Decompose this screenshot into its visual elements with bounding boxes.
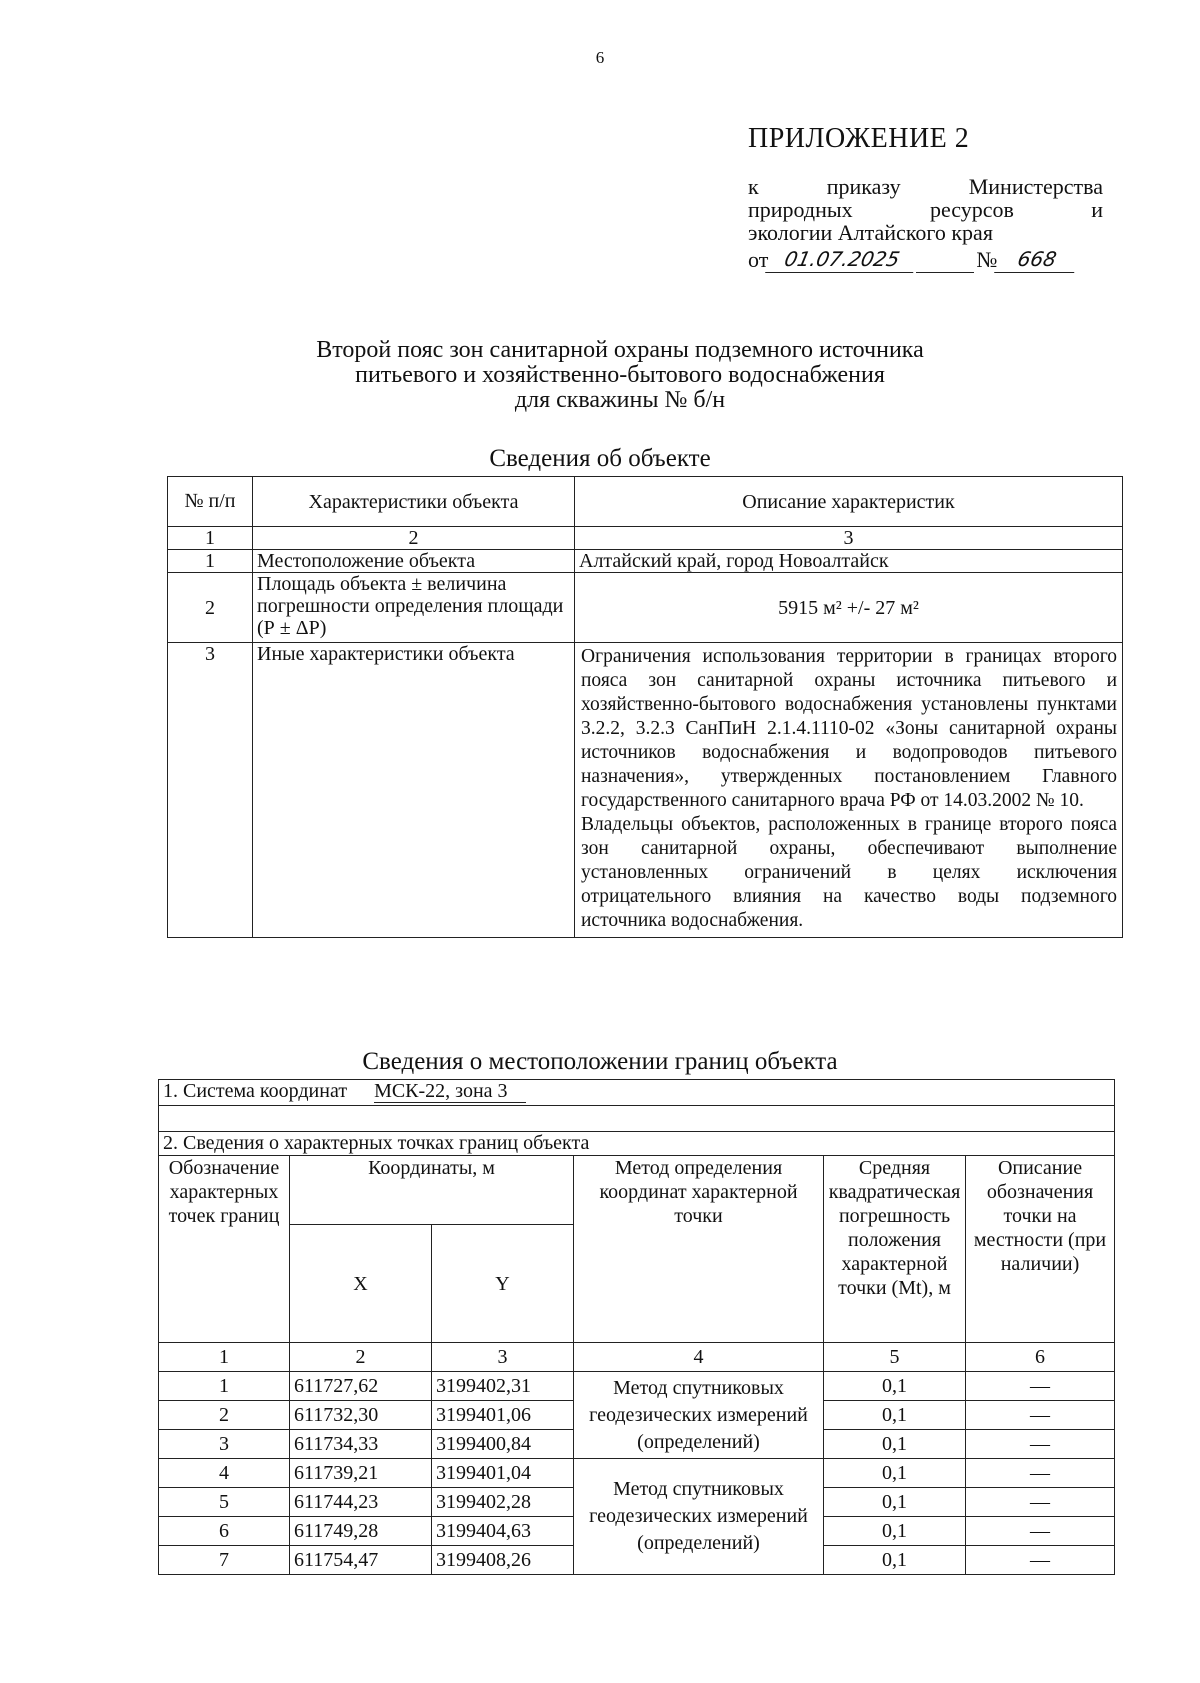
header-method: Метод определения координат характерной точки	[574, 1156, 824, 1343]
table-row	[159, 1459, 1115, 1488]
table-row	[168, 643, 1123, 938]
handwritten-date: 01.07.2025	[765, 246, 919, 273]
document-title-line-2: питьевого и хозяйственно-бытового водоснабжения	[355, 362, 885, 388]
col-number: 3	[432, 1343, 574, 1372]
order-date-number	[748, 246, 1103, 273]
coordinate-system-row	[159, 1080, 1115, 1106]
empty-row	[159, 1106, 1115, 1132]
col-number: 3	[575, 527, 1123, 550]
header-point-description: Описание обозначения точки на местности (при наличии)	[966, 1156, 1115, 1343]
points-title: 2. Сведения о характерных точках границ объекта	[159, 1132, 1115, 1156]
table-row	[159, 1372, 1115, 1401]
point-description: —	[966, 1517, 1115, 1546]
point-mt: 0,1	[824, 1401, 966, 1430]
row-num: 2	[168, 573, 253, 643]
point-mt: 0,1	[824, 1372, 966, 1401]
row-description: Алтайский край, город Новоалтайск	[575, 550, 1123, 573]
point-x: 611732,30	[290, 1401, 432, 1430]
document-title-line-3: для скважины № б/н	[514, 387, 726, 413]
header-y: Y	[432, 1225, 574, 1343]
point-id: 5	[159, 1488, 290, 1517]
header-num: № п/п	[168, 477, 253, 527]
point-x: 611734,33	[290, 1430, 432, 1459]
header-coordinates: Координаты, м	[290, 1156, 574, 1225]
handwritten-number: 668	[994, 246, 1080, 273]
description-paragraph-1: Ограничения использования территории в границах второго пояса зон санитарной охраны источника питьевого и хозяйственно-бытового водоснабжения установлены пунктами 3.2.2, 3.2.3 СанПиН 2.1.4.1110-02 «Зоны санитарной охраны источников водоснабжения и водопроводов питьевого назначения», утвержденных постановлением Главного государственного санитарного врача РФ от 14.03.2002 № 10.	[581, 646, 1117, 811]
row-num: 1	[168, 550, 253, 573]
appendix-to-line-2: природных ресурсов и	[748, 197, 1103, 222]
point-description: —	[966, 1546, 1115, 1575]
date-underline	[916, 272, 974, 273]
point-method: Метод спутниковых геодезических измерений (определений)	[574, 1372, 824, 1459]
point-id: 2	[159, 1401, 290, 1430]
point-y: 3199402,28	[432, 1488, 574, 1517]
col-number: 1	[168, 527, 253, 550]
coordinate-system-value: МСК-22, зона 3	[374, 1080, 526, 1103]
point-mt: 0,1	[824, 1488, 966, 1517]
point-id: 4	[159, 1459, 290, 1488]
point-y: 3199401,04	[432, 1459, 574, 1488]
row-characteristic: Иные характеристики объекта	[253, 643, 575, 938]
point-y: 3199408,26	[432, 1546, 574, 1575]
point-x: 611727,62	[290, 1372, 432, 1401]
col-number: 2	[290, 1343, 432, 1372]
point-description: —	[966, 1430, 1115, 1459]
col-number: 6	[966, 1343, 1115, 1372]
from-label: от	[748, 247, 769, 272]
header-error: Средняя квадратическая погрешность положения характерной точки (Mt), м	[824, 1156, 966, 1343]
appendix-title: ПРИЛОЖЕНИЕ 2	[748, 123, 970, 154]
point-description: —	[966, 1459, 1115, 1488]
document-title-line-1: Второй пояс зон санитарной охраны подземного источника	[316, 337, 924, 363]
point-mt: 0,1	[824, 1517, 966, 1546]
point-x: 611739,21	[290, 1459, 432, 1488]
page-number: 6	[595, 48, 605, 67]
col-number: 1	[159, 1343, 290, 1372]
point-id: 1	[159, 1372, 290, 1401]
boundaries-title: Сведения о местоположении границ объекта	[362, 1048, 838, 1075]
coordinate-system-label: 1. Система координат	[163, 1080, 348, 1102]
point-y: 3199401,06	[432, 1401, 574, 1430]
point-mt: 0,1	[824, 1459, 966, 1488]
col-number: 2	[253, 527, 575, 550]
row-characteristic: Площадь объекта ± величина погрешности определения площади (Р ± ΔР)	[253, 573, 575, 643]
point-description: —	[966, 1372, 1115, 1401]
document-title	[240, 338, 1000, 413]
point-x: 611744,23	[290, 1488, 432, 1517]
row-characteristic: Местоположение объекта	[253, 550, 575, 573]
appendix-to-line-3: экологии Алтайского края	[748, 220, 993, 245]
number-label: №	[976, 247, 998, 272]
col-number: 4	[574, 1343, 824, 1372]
appendix-to-line-1: к приказу Министерства	[748, 174, 1103, 199]
point-mt: 0,1	[824, 1546, 966, 1575]
point-description: —	[966, 1401, 1115, 1430]
object-info-title: Сведения об объекте	[489, 445, 711, 472]
row-description: 5915 м² +/- 27 м²	[575, 573, 1123, 643]
object-info-table	[167, 476, 1123, 938]
header-x: X	[290, 1225, 432, 1343]
point-mt: 0,1	[824, 1430, 966, 1459]
point-x: 611754,47	[290, 1546, 432, 1575]
col-number: 5	[824, 1343, 966, 1372]
header-description: Описание характеристик	[575, 477, 1123, 527]
row-num: 3	[168, 643, 253, 938]
point-description: —	[966, 1488, 1115, 1517]
point-x: 611749,28	[290, 1517, 432, 1546]
header-characteristic: Характеристики объекта	[253, 477, 575, 527]
row-description	[575, 643, 1123, 938]
point-y: 3199400,84	[432, 1430, 574, 1459]
header-designation: Обозначение характерных точек границ	[159, 1156, 290, 1343]
point-method: Метод спутниковых геодезических измерений (определений)	[574, 1459, 824, 1575]
point-y: 3199404,63	[432, 1517, 574, 1546]
point-y: 3199402,31	[432, 1372, 574, 1401]
point-id: 3	[159, 1430, 290, 1459]
appendix-block	[748, 123, 1103, 273]
table-row	[168, 550, 1123, 573]
description-paragraph-2: Владельцы объектов, расположенных в границе второго пояса зон санитарной охраны, обеспечивают выполнение установленных ограничений в целях исключения отрицательного влияния на качество воды подземного источника водоснабжения.	[581, 814, 1117, 931]
point-id: 7	[159, 1546, 290, 1575]
point-id: 6	[159, 1517, 290, 1546]
boundaries-table	[158, 1079, 1115, 1575]
table-row	[168, 573, 1123, 643]
